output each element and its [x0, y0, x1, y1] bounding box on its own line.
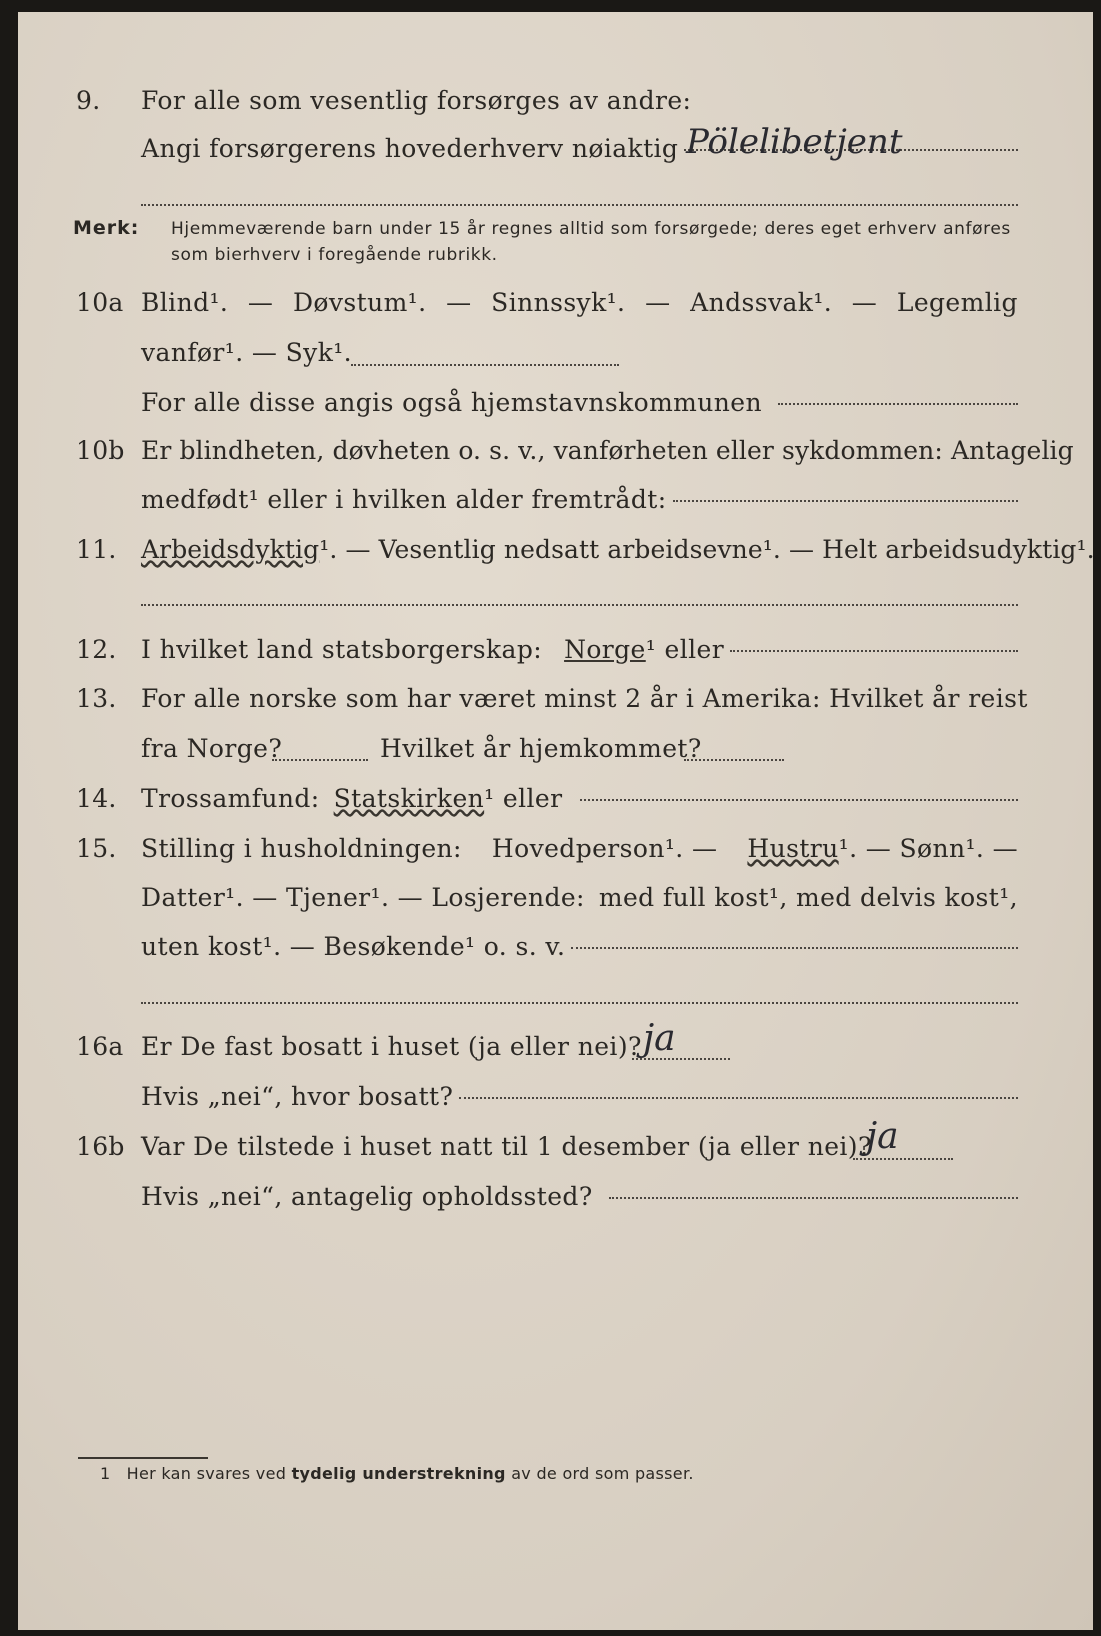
footnote-text-b: tydelig understrekning	[291, 1464, 506, 1483]
q10a-line3: For alle disse angis også hjemstavnskommunen	[141, 388, 762, 417]
q15-opt-hustru[interactable]: Hustru	[747, 834, 839, 863]
q16a-line1: Er De fast bosatt i huset (ja eller nei)?	[141, 1032, 642, 1061]
q10a-item: Sinnssyk¹.	[491, 288, 626, 317]
q13-line1: For alle norske som har været minst 2 år i Amerika: Hvilket år reist	[141, 684, 1028, 713]
q16b-line2: Hvis „nei“, antagelig opholdssted?	[141, 1182, 593, 1211]
q9-number: 9.	[76, 86, 101, 115]
q16a-line2: Hvis „nei“, hvor bosatt?	[141, 1082, 454, 1111]
q14-number: 14.	[76, 784, 117, 813]
q12-row	[141, 635, 1018, 664]
q10a-line1	[141, 288, 1018, 317]
q16a-bosatt-line[interactable]	[459, 1097, 1018, 1099]
q15-line2	[141, 883, 1018, 912]
q15-line3: uten kost¹. — Besøkende¹ o. s. v.	[141, 932, 566, 961]
footnote-text-c: av de ord som passer.	[511, 1464, 694, 1483]
q14-opt-statskirken[interactable]: Statskirken	[333, 784, 485, 813]
q16b-number: 16b	[76, 1132, 125, 1161]
q9-line1: For alle som vesentlig forsørges av andre:	[141, 86, 692, 115]
q14-suffix: ¹ eller	[484, 784, 563, 813]
q14-other-line[interactable]	[580, 799, 1018, 801]
q10a-item: —	[851, 288, 878, 317]
q16b-opholdssted-line[interactable]	[609, 1197, 1018, 1199]
footnote-text-a: Her kan svares ved	[126, 1464, 287, 1483]
q12-prefix: I hvilket land statsborgerskap:	[141, 635, 543, 664]
q10a-item: Legemlig	[896, 288, 1018, 317]
q9-handwritten-answer: Pölelibetjent	[686, 122, 903, 162]
q10b-number: 10b	[76, 436, 125, 465]
q15-line1a: Stilling i husholdningen:	[141, 834, 462, 863]
q16a-number: 16a	[76, 1032, 124, 1061]
merk-label: Merk:	[73, 217, 140, 239]
q14-prefix: Trossamfund:	[141, 784, 320, 813]
q16a-handwritten-answer: ja	[643, 1018, 676, 1059]
q10a-item: —	[446, 288, 472, 317]
q10a-number: 10a	[76, 288, 124, 317]
q10a-item: Døvstum¹.	[292, 288, 427, 317]
q10b-line2-row	[141, 485, 1018, 514]
q15-extra-line[interactable]	[141, 1002, 1018, 1004]
q13-hjemkommet-line[interactable]	[684, 759, 784, 761]
q11-rest: ¹. — Vesentlig nedsatt arbeidsevne¹. — Helt arbeidsudyktig¹.	[319, 535, 1095, 564]
q10b-line2: medfødt¹ eller i hvilken alder fremtrådt:	[141, 485, 667, 514]
q16b-handwritten-answer: ja	[866, 1116, 899, 1157]
q10a-line2: vanfør¹. — Syk¹.	[141, 338, 353, 367]
q16a-line2-row	[141, 1082, 1018, 1111]
merk-text: Hjemmeværende barn under 15 år regnes alltid som forsørgede; deres eget erhverv anføres som bierhverv i foregående rubrikk.	[171, 219, 1011, 265]
q10a-hjemstavn-line[interactable]	[778, 403, 1018, 405]
q10b-line1: Er blindheten, døvheten o. s. v., vanførheten eller sykdommen: Antagelig	[141, 436, 1074, 465]
q10b-alder-line[interactable]	[673, 500, 1018, 502]
q9-extra-line[interactable]	[141, 204, 1018, 206]
q9-line2: Angi forsørgerens hovederhverv nøiaktig	[141, 134, 679, 163]
q15-number: 15.	[76, 834, 117, 863]
q12-suffix: ¹ eller	[645, 635, 725, 664]
q12-other-line[interactable]	[730, 650, 1018, 652]
q16b-line2-row	[141, 1182, 1018, 1211]
q15-line2a: Datter¹. — Tjener¹. — Losjerende:	[141, 883, 585, 912]
q15-line1d: ¹. — Sønn¹. —	[838, 834, 1018, 863]
q14-row	[141, 784, 1018, 813]
q15-other-line[interactable]	[571, 947, 1018, 949]
q15-line1	[141, 834, 1018, 863]
q15-line2b: med full kost¹, med delvis kost¹,	[598, 883, 1018, 912]
q13-line2a: fra Norge?	[141, 734, 283, 763]
footnote	[100, 1464, 694, 1483]
q11-line	[141, 535, 1095, 564]
q13-line2b: Hvilket år hjemkommet?	[380, 734, 702, 763]
footnote-rule	[78, 1457, 208, 1459]
q10a-item: —	[247, 288, 274, 317]
q11-extra-line[interactable]	[141, 604, 1018, 606]
q12-number: 12.	[76, 635, 117, 664]
q13-reist-line[interactable]	[272, 759, 368, 761]
q10a-syk-line[interactable]	[351, 364, 619, 366]
q13-number: 13.	[76, 684, 117, 713]
q11-opt-arbeidsdyktig[interactable]: Arbeidsdyktig	[141, 535, 320, 564]
q10a-item: —	[645, 288, 671, 317]
q12-opt-norge[interactable]: Norge	[564, 635, 646, 664]
q16b-line1: Var De tilstede i huset natt til 1 desember (ja eller nei)?	[141, 1132, 872, 1161]
q10a-item: Blind¹.	[141, 288, 229, 317]
footnote-mark: 1	[100, 1464, 111, 1483]
q11-number: 11.	[76, 535, 117, 564]
form-page	[18, 12, 1093, 1630]
q16b-answer-line[interactable]	[853, 1158, 953, 1160]
q15-line1b: Hovedperson¹. —	[491, 834, 718, 863]
q15-line3-row	[141, 932, 1018, 961]
q10a-item: Andssvak¹.	[690, 288, 833, 317]
q10a-line3-row	[141, 388, 1018, 417]
